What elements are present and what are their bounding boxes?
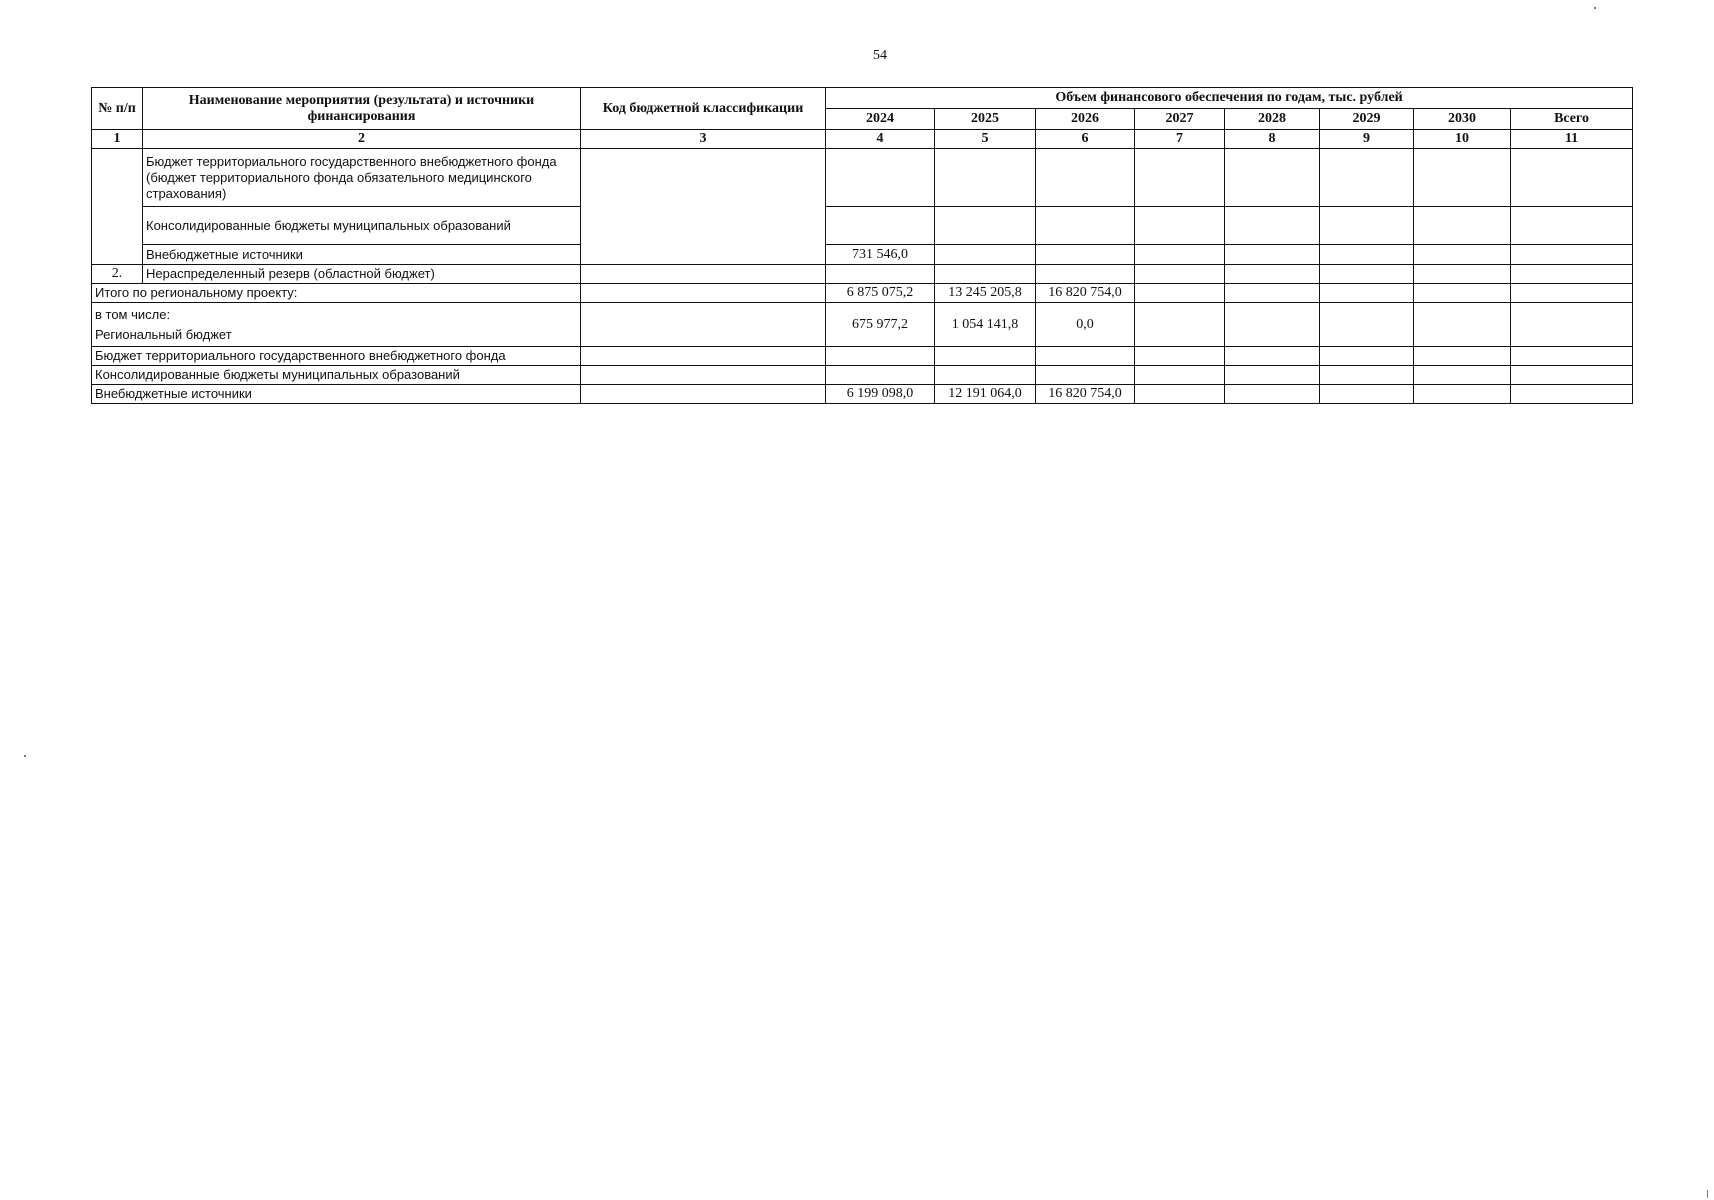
value-cell: 12 191 064,0: [935, 385, 1036, 404]
col-number: 3: [581, 130, 826, 149]
header-year-2025: 2025: [935, 109, 1036, 130]
row-num: 2.: [92, 265, 143, 284]
row-label-including: в том числе:: [95, 306, 171, 322]
scan-speck: [1594, 7, 1596, 9]
col-number: 1: [92, 130, 143, 149]
scan-speck: [24, 755, 26, 757]
row-label-fund: Бюджет территориального государственного внебюджетного фонда (бюджет территориального фонда обязательного медицинского страхования): [143, 149, 581, 207]
table-row: [92, 149, 1633, 207]
header-year-2028: 2028: [1225, 109, 1320, 130]
col-number: 7: [1135, 130, 1225, 149]
value-cell: 0,0: [1036, 303, 1135, 347]
col-number: 9: [1320, 130, 1414, 149]
col-number: 6: [1036, 130, 1135, 149]
row-label-municipal: Консолидированные бюджеты муниципальных образований: [143, 207, 581, 245]
row-label-regional-budget: Региональный бюджет: [95, 326, 232, 342]
page-number: 54: [873, 48, 887, 63]
header-code: Код бюджетной классификации: [581, 88, 826, 130]
row-label-municipal-total: Консолидированные бюджеты муниципальных образований: [92, 366, 581, 385]
value-cell: 6 875 075,2: [826, 284, 935, 303]
header-total: Всего: [1511, 109, 1633, 130]
column-numbers-row: [92, 130, 1633, 149]
row-label-fund-total: Бюджет территориального государственного внебюджетного фонда: [92, 347, 581, 366]
col-number: 4: [826, 130, 935, 149]
budget-table: [91, 87, 1633, 404]
header-year-2026: 2026: [1036, 109, 1135, 130]
row-label-regional: [92, 303, 581, 347]
value-cell: 13 245 205,8: [935, 284, 1036, 303]
col-number: 11: [1511, 130, 1633, 149]
table-row: [92, 207, 1633, 245]
code-cell: [581, 149, 826, 265]
table-row: [92, 385, 1633, 404]
header-name: Наименование мероприятия (результата) и источники финансирования: [143, 88, 581, 130]
table-row: [92, 284, 1633, 303]
header-year-2030: 2030: [1414, 109, 1511, 130]
value-cell: 16 820 754,0: [1036, 385, 1135, 404]
header-volume: Объем финансового обеспечения по годам, тыс. рублей: [826, 88, 1633, 109]
row-num-empty: [92, 149, 143, 265]
col-number: 8: [1225, 130, 1320, 149]
col-number: 10: [1414, 130, 1511, 149]
table-row: [92, 265, 1633, 284]
value-cell: 6 199 098,0: [826, 385, 935, 404]
header-year-2029: 2029: [1320, 109, 1414, 130]
col-number: 5: [935, 130, 1036, 149]
table-row: [92, 245, 1633, 265]
table-row: [92, 366, 1633, 385]
header-year-2027: 2027: [1135, 109, 1225, 130]
value-cell: 675 977,2: [826, 303, 935, 347]
table-row: [92, 347, 1633, 366]
header-year-2024: 2024: [826, 109, 935, 130]
row-label-reserve: Нераспределенный резерв (областной бюджет): [143, 265, 581, 284]
row-label-extra: Внебюджетные источники: [143, 245, 581, 265]
header-num: № п/п: [92, 88, 143, 130]
table-row: [92, 303, 1633, 347]
col-number: 2: [143, 130, 581, 149]
value-cell: 1 054 141,8: [935, 303, 1036, 347]
value-cell: 731 546,0: [826, 245, 935, 265]
row-label-extra-total: Внебюджетные источники: [92, 385, 581, 404]
value-cell: 16 820 754,0: [1036, 284, 1135, 303]
row-label-total: Итого по региональному проекту:: [92, 284, 581, 303]
scan-speck: [1707, 1190, 1708, 1198]
